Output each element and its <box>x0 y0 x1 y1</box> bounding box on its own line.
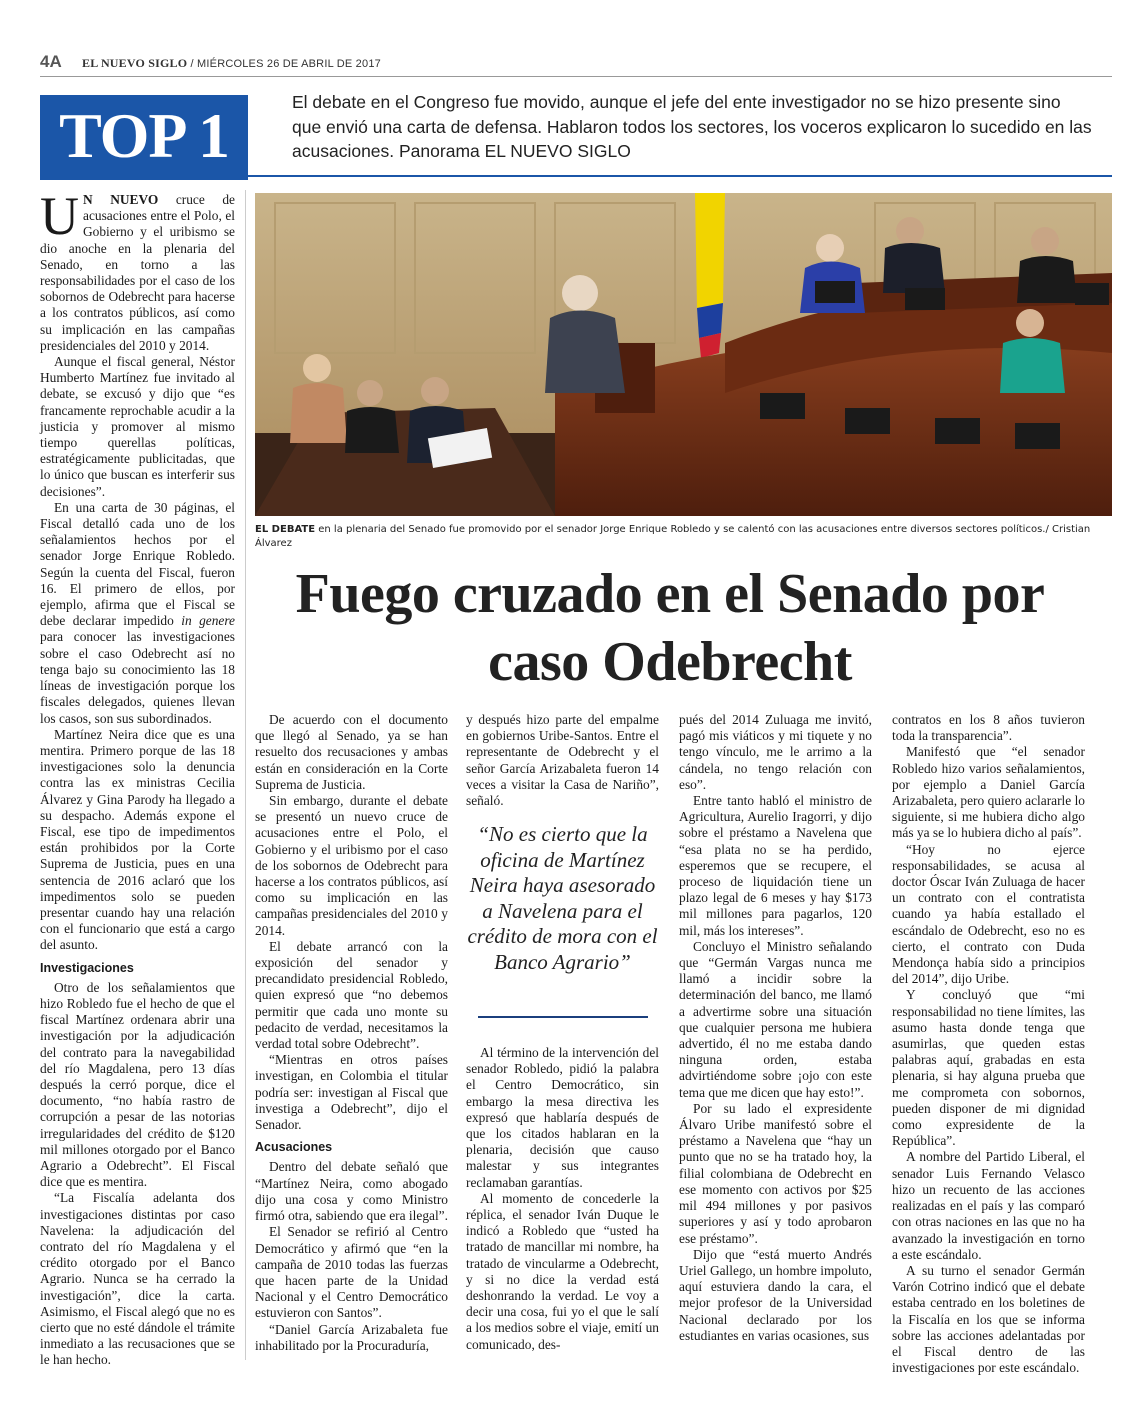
paragraph: Concluyo el Ministro señalando que “Germán Vargas nunca me llamó a incidir sobre la determinación del banco, me llamó a advertirme sobre una situación que cualquier persona me hubiera advertido, él no me estaba dando ninguna orden, estaba advirtiéndome sobre ¡ojo con este tema que me dicen que hay esto!”. <box>679 938 872 1100</box>
paragraph: pués del 2014 Zuluaga me invitó, pagó mis viáticos y mi tiquete y no tengo vínculo, me le arrimo a la cándela, no tengo relación con eso”. <box>679 712 872 792</box>
pull-quote: “No es cierto que la oficina de Martínez Neira haya asesorado a Navelena para el crédito de mora con el Banco Agrario” <box>467 822 658 974</box>
paragraph: “Mientras en otros países investigan, en Colombia el titular podría ser: investigan al Fiscal que investiga a Odebrecht”, dijo el Senador. <box>255 1052 448 1133</box>
paragraph-text: En una carta de 30 páginas, el Fiscal detalló cada uno de los señalamientos hechos por el senador Jorge Enrique Robledo. Según la cuenta del Fiscal, fueron 16. El primero de ellos, por ejemplo, afirma que el Fiscal se debe declarar impedido <box>40 499 235 629</box>
photo-caption <box>255 523 1112 551</box>
caption-text: en la plenaria del Senado fue promovido por el senador Jorge Enrique Robledo y se calentó con las acusaciones entre diversos sectores políticos./ Cristian Álvarez <box>255 524 1091 549</box>
paragraph: “La Fiscalía adelanta dos investigaciones distintas por caso Navelena: la adjudicación del contrato del río Magdalena y el crédito otorgado por el Banco Agrario. Nunca se ha cerrado la investigación”, dice la carta. Asimismo, el Fiscal alegó que no es cierto que no esté dándole el trámite inmediato a las recusaciones que se le han hecho. <box>40 1190 235 1368</box>
italic-term: in genere <box>181 613 236 629</box>
paragraph: Otro de los señalamientos que hizo Robledo fue el hecho de que el fiscal Martínez ordenara abrir una investigación por la adjudicación del contrato para la navegabilidad del río Magdalena, pero 13 días después la cerró porque, dice el documento, “no había rastro de corrupción a pesar de las notorias irregularidades del crédito de $120 mil millones otorgado por el Banco Agrario a Odebrecht”. El Fiscal dice que es mentira. <box>40 979 235 1190</box>
paper-name: EL NUEVO SIGLO <box>82 56 188 70</box>
column-divider <box>245 190 246 1360</box>
subhead-investigaciones: Investigaciones <box>40 960 134 975</box>
header-rule <box>40 76 1112 77</box>
paragraph: Al término de la intervención del senador Robledo, pidió la palabra el Centro Democrático, sin embargo la mesa directiva les expresó que hablaría después de que los citados hablaran en la plenaria, decisión que causo malestar y sus integrantes reclamaban garantías. <box>466 1045 659 1190</box>
paragraph: De acuerdo con el documento que llegó al Senado, ya se han resuelto dos recusaciones y ambas están en consideración en la Corte Suprema de Justicia. <box>255 712 448 792</box>
column-3-top <box>466 712 659 809</box>
column-3-bottom <box>466 1045 659 1353</box>
caption-label: EL DEBATE <box>255 524 316 535</box>
paragraph: y después hizo parte del empalme en gobiernos Uribe-Santos. Entre el representante de Odebrecht y el señor García Arizabaleta fueron 14 veces a visitar la Casa de Nariño”, señaló. <box>466 712 659 809</box>
paragraph: Dentro del debate señaló que “Martínez Neira, como abogado dijo una cosa y como Ministro firmó otra, sabiendo que era ilegal”. <box>255 1159 448 1224</box>
paragraph: Aunque el fiscal general, Néstor Humberto Martínez fue invitado al debate, se excusó y dijo que “es francamente reprochable acudir a la justicia y promover al mismo tiempo querellas políticas, estratégicamente publicitadas, que lo único que buscan es interferir sus decisiones”. <box>40 354 235 499</box>
paragraph: Por su lado el expresidente Álvaro Uribe manifestó sobre el préstamo a Navelena que “hay un punto que no se ha tratado hoy, la filial colombiana de Odebrecht en ese momento con activos por $25 mil 494 millones y por pasivos superiores y así y todo aprobaron ese préstamo”. <box>679 1100 872 1246</box>
column-4 <box>679 712 872 1344</box>
paragraph: cruce de acusaciones entre el Polo, el Gobierno y el uribismo se dio anoche en la plenaria del Senado, en torno a las responsabilidades por el caso de los sobornos de Odebrecht para hacerse a los contratos públicos, así como su implicación en las campañas presidenciales del 2010 y 2014. <box>40 192 235 353</box>
masthead <box>82 56 381 71</box>
subhead-acusaciones: Acusaciones <box>255 1140 333 1155</box>
drop-cap: U <box>40 186 79 246</box>
lead-rule <box>248 175 1112 177</box>
paragraph: Entre tanto habló el ministro de Agricultura, Aurelio Iragorri, y dijo sobre el préstamo a Navelena que “esa plata no se ha perdido, esperemos que se recupere, el proceso de liquidación tiene un plazo legal de 6 meses y hay $173 mil millones para pagarlos, 120 mil, más los intereses”. <box>679 793 872 938</box>
column-2 <box>255 712 448 1354</box>
pull-quote-rule <box>478 1016 648 1018</box>
paragraph: Martínez Neira dice que es una mentira. Primero porque de las 18 investigaciones solo la denuncia contra las ex ministras Cecilia Álvarez y Gina Parody ha llegado a su despacho. Además expone el Fiscal, ese tipo de impedimentos están prohibidos por la Corte Suprema de Justicia, pues en una sentencia de 2016 aclaró que los impedimentos solo se pueden presentar cuando hay una relación con el funcionario que está a cargo del asunto. <box>40 726 235 953</box>
paragraph: A nombre del Partido Liberal, el senador Luis Fernando Velasco hizo un recuento de las acciones realizadas en el país y las comparó con otras naciones en las que no ha avanzado la investigación en torno a este escándalo. <box>892 1149 1085 1262</box>
paragraph: “Hoy no ejerce responsabilidades, se acusa al doctor Óscar Iván Zuluaga de hacer un contrato con el contratista cuando ya había estallado el escándalo de Odebrecht, eso no es cierto, el contrato con Duda Mendonça había sido a principios del 2014”, dijo Uribe. <box>892 841 1085 987</box>
paragraph: “Daniel García Arizabaleta fue inhabilitado por la Procuraduría, <box>255 1321 448 1353</box>
paragraph <box>40 500 235 727</box>
lead-caps: N NUEVO <box>83 192 159 207</box>
column-1 <box>40 186 236 1369</box>
page-number: 4A <box>40 52 62 71</box>
paragraph: contratos en los 8 años tuvieron toda la transparencia”. <box>892 712 1085 744</box>
paragraph: Manifestó que “el senador Robledo hizo varios señalamientos, por ejemplo a Daniel García Arizabaleta, pero quiero aclararle lo siguiente, si me hubiera dicho algo más ya se lo hubiera dicho al país”. <box>892 744 1085 841</box>
paragraph: Sin embargo, durante el debate se presentó un nuevo cruce de acusaciones entre el Polo, el Gobierno y el uribismo por el caso de los sobornos de Odebrecht para hacerse a los contratos públicos, así como su implicación en las campañas presidenciales del 2010 y 2014. <box>255 793 448 938</box>
paragraph: A su turno el senador Germán Varón Cotrino indicó que el debate estaba centrado en los boletines de la Fiscalía en los que se informa sobre las acciones adelantadas por el Fiscal dentro de las investigaciones por este escándalo. <box>892 1262 1085 1376</box>
paragraph: Dijo que “está muerto Andrés Uriel Gallego, un hombre impoluto, aquí estuviera dando la cara, el mejor profesor de la Universidad Nacional declarado por los estudiantes en varias ocasiones, sus <box>679 1246 872 1343</box>
headline: Fuego cruzado en el Senado por caso Odebrecht <box>295 563 1045 693</box>
paragraph: El Senador se refirió al Centro Democrático y afirmó que “en la campaña de 2010 todas las fuerzas que hacen parte de la Unidad Nacional y el Centro Democrático estuvieron con Santos”. <box>255 1224 448 1321</box>
section-tag: TOP 1 <box>40 95 248 177</box>
issue-date: / MIÉRCOLES 26 DE ABRIL DE 2017 <box>187 58 381 70</box>
paragraph: Al momento de concederle la réplica, el senador Iván Duque le indicó a Robledo que “usted ha tratado de mancillar mi nombre, ha tratado de vincularme a Odebrecht, y si no dice la verdad está deshonrando la verdad. Le voy a decir una cosa, fui yo el que le salí a los medios sobre el viaje, emití un comunicado, des- <box>466 1190 659 1352</box>
column-5 <box>892 712 1085 1376</box>
article-lead: El debate en el Congreso fue movido, aunque el jefe del ente investigador no se hizo presente sino que envió una carta de defensa. Hablaron todos los sectores, los voceros explicaron lo sucedido en las acusaciones. Panorama EL NUEVO SIGLO <box>292 92 1092 161</box>
paragraph: Y concluyó que “mi responsabilidad no tiene límites, las asumo hasta donde tenga que asumirlas, que queden estas palabras aquí, grabadas en esta plenaria, si hay alguna prueba que me comprometa con sobornos, pueden disponer de mi dignidad como expresidente de la República”. <box>892 987 1085 1149</box>
paragraph-text: para conocer las investigaciones sobre el caso Odebrecht así no tenga bajo su conocimiento las 18 líneas de investigación porque los fiscales delegados, quienes llevan los casos, son sus subordinados. <box>40 629 235 726</box>
senate-photo <box>255 193 1112 516</box>
paragraph: El debate arrancó con la exposición del senador y precandidato presidencial Robledo, quien expresó que “no debemos permitir que cada uno monte su pedacito de verdad, necesitamos la verdad total sobre Odebrecht”. <box>255 938 448 1052</box>
section-tag-rule <box>40 177 248 180</box>
